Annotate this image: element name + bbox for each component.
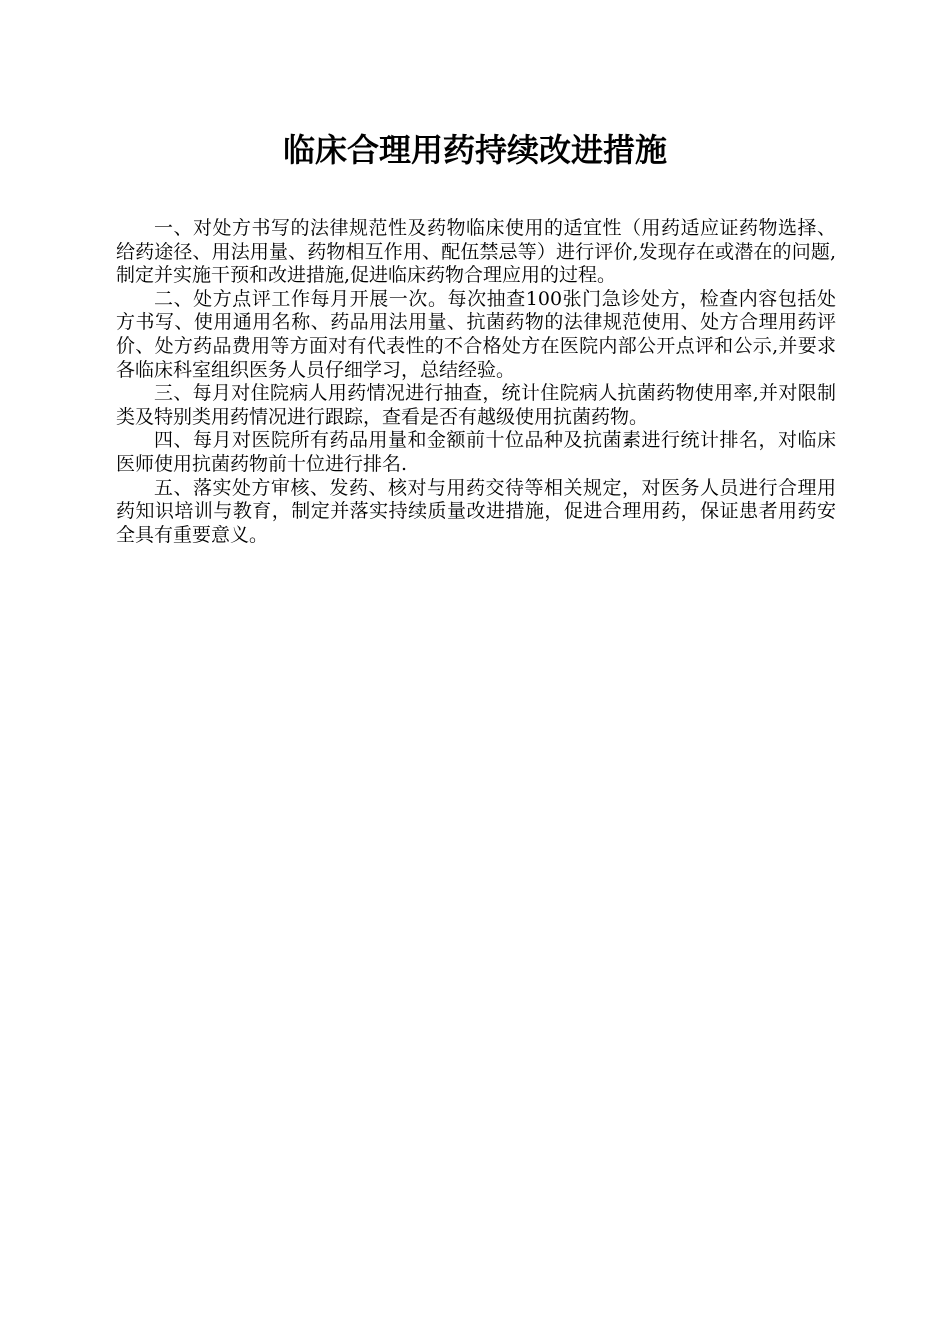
- paragraph-1: 一、对处方书写的法律规范性及药物临床使用的适宜性（用药适应证药物选择、给药途径、用法用量、药物相互作用、配伍禁忌等）进行评价,发现存在或潜在的问题,制定并实施干预和改进措施,促进临床药物合理应用的过程。: [116, 217, 836, 287]
- paragraph-5: 五、落实处方审核、发药、核对与用药交待等相关规定，对医务人员进行合理用药知识培训与教育，制定并落实持续质量改进措施，促进合理用药，保证患者用药安全具有重要意义。: [116, 476, 836, 546]
- paragraph-4: 四、每月对医院所有药品用量和金额前十位品种及抗菌素进行统计排名，对临床医师使用抗菌药物前十位进行排名.: [116, 429, 836, 475]
- paragraph-2: 二、处方点评工作每月开展一次。每次抽查100张门急诊处方，检查内容包括处方书写、使用通用名称、药品用法用量、抗菌药物的法律规范使用、处方合理用药评价、处方药品费用等方面对有代表性的不合格处方在医院内部公开点评和公示,并要求各临床科室组织医务人员仔细学习，总结经验。: [116, 287, 836, 381]
- document-body: [116, 217, 836, 547]
- paragraph-3: 三、每月对住院病人用药情况进行抽查，统计住院病人抗菌药物使用率,并对限制类及特别类用药情况进行跟踪，查看是否有越级使用抗菌药物。: [116, 382, 836, 428]
- document-title: 临床合理用药持续改进措施: [282, 131, 667, 169]
